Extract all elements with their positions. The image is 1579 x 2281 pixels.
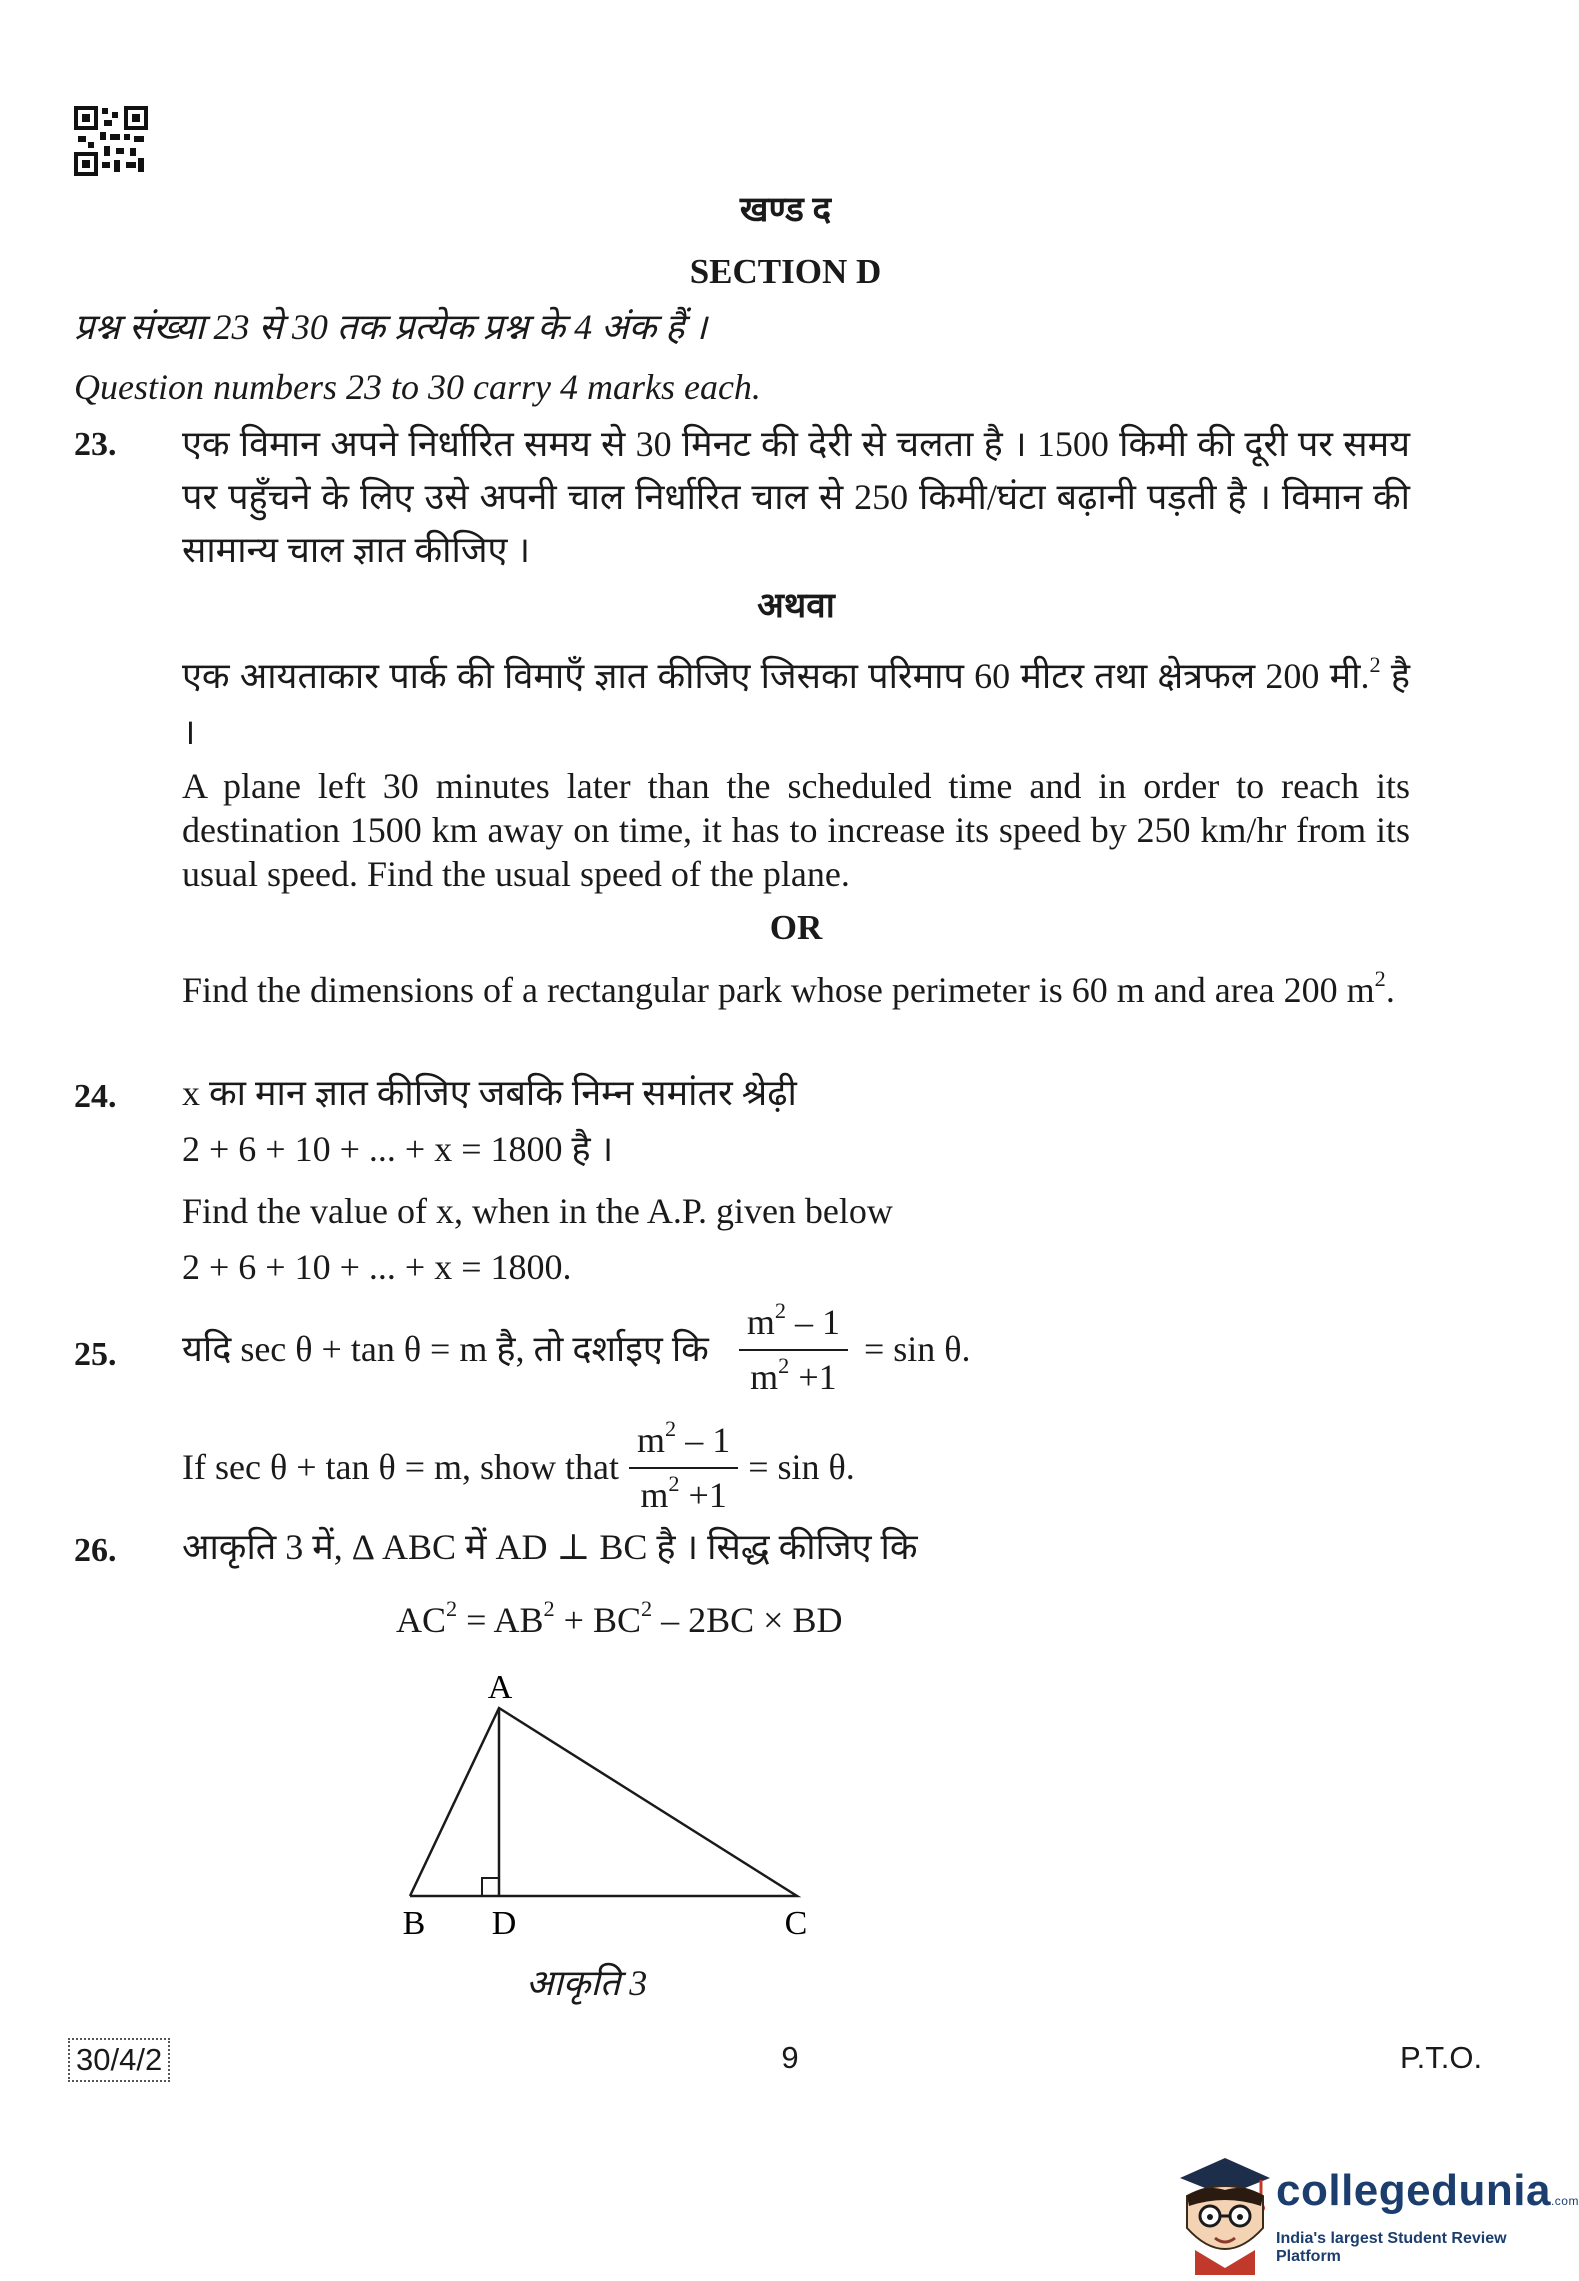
superscript: 2: [1374, 965, 1386, 991]
superscript: 2: [1369, 651, 1381, 677]
page-number: 9: [781, 2040, 799, 2075]
alt-hindi-text: एक आयताकार पार्क की विमाएँ ज्ञात कीजिए जिसका परिमाप 60 मीटर तथा क्षेत्रफल 200 मी.: [182, 656, 1370, 696]
q25-rhs: = sin θ.: [863, 1328, 971, 1369]
label-c: C: [784, 1905, 808, 1942]
right-angle-mark: [482, 1878, 499, 1896]
or-hindi: अथवा: [757, 586, 835, 625]
pto-label: P.T.O.: [1400, 2040, 1483, 2075]
q25-english-text: If sec θ + tan θ = m, show that: [182, 1446, 620, 1487]
question-23-alt-hindi: [182, 640, 1410, 760]
brand-tagline: India's largest Student Review Platform: [1276, 2230, 1507, 2265]
alt-hindi-tail: है ।: [182, 656, 1410, 752]
label-b: B: [402, 1905, 426, 1942]
question-26-hindi: आकृति 3 में, Δ ABC में AD ⊥ BC है । सिद्ध कीजिए कि: [182, 1527, 918, 1567]
question-23-hindi: एक विमान अपने निर्धारित समय से 30 मिनट की देरी से चलता है । 1500 किमी की दूरी पर समय पर पहुँचने के लिए उसे अपनी चाल निर्धारित चाल से 250 किमी/घंटा बढ़ानी पड़ती है । विमान की सामान्य चाल ज्ञात कीजिए ।: [182, 424, 1410, 570]
question-number: 26.: [74, 1532, 117, 1569]
section-heading-hindi: खण्ड द: [739, 190, 832, 229]
question-25-hindi: [182, 1297, 971, 1400]
q25-hindi-text: यदि sec θ + tan θ = m है, तो दर्शाइए कि: [182, 1328, 709, 1369]
question-24-hindi-line2: 2 + 6 + 10 + ... + x = 1800 है ।: [182, 1129, 614, 1169]
denominator: $m^2 +1$: [750, 1352, 837, 1397]
question-number: 25.: [74, 1336, 117, 1373]
numerator: $m^2 - 1$: [739, 1300, 848, 1351]
question-24-english-line1: Find the value of x, when in the A.P. given below: [182, 1191, 893, 1231]
triangle-figure: [380, 1660, 840, 1960]
question-number: 24.: [74, 1078, 117, 1115]
fraction: [739, 1297, 848, 1400]
instruction-english: Question numbers 23 to 30 carry 4 marks each.: [74, 367, 761, 407]
numerator: $m^2 - 1$: [629, 1418, 738, 1469]
question-23-alt-english: [182, 960, 1410, 1012]
alt-english-tail: .: [1385, 970, 1395, 1010]
equation: $AC^2 = AB^2 + BC^2 - 2BC$ × BD: [396, 1595, 843, 1640]
q25-rhs: = sin θ.: [748, 1446, 855, 1487]
label-d: D: [491, 1905, 517, 1942]
question-24-english-line2: 2 + 6 + 10 + ... + x = 1800.: [182, 1247, 572, 1287]
instruction-hindi: प्रश्न संख्या 23 से 30 तक प्रत्येक प्रश्न के 4 अंक हैं ।: [74, 307, 707, 347]
question-23-english: A plane left 30 minutes later than the scheduled time and in order to reach its destination 1500 km away on time, it has to increase its speed by 250 km/hr from its usual speed. Find the usual speed of the plane.: [182, 766, 1410, 894]
qr-code: [74, 106, 148, 176]
mascot-logo: [1165, 2150, 1275, 2275]
section-heading-english: SECTION D: [689, 252, 882, 291]
fraction: [629, 1415, 738, 1518]
label-a: A: [487, 1669, 513, 1706]
paper-code: 30/4/2: [68, 2038, 170, 2082]
or-english: OR: [769, 908, 823, 947]
triangle-outline: [410, 1708, 797, 1896]
alt-english-text: Find the dimensions of a rectangular park whose perimeter is 60 m and area 200 m: [182, 970, 1375, 1010]
figure-caption: आकृति 3: [526, 1963, 648, 2003]
question-25-english: [182, 1415, 855, 1518]
brand-name: collegedunia.com: [1276, 2166, 1579, 2215]
question-number: 23.: [74, 426, 117, 463]
denominator: $m^2 +1$: [640, 1470, 727, 1515]
question-24-hindi-line1: x का मान ज्ञात कीजिए जबकि निम्न समांतर श्रेढ़ी: [182, 1073, 797, 1113]
